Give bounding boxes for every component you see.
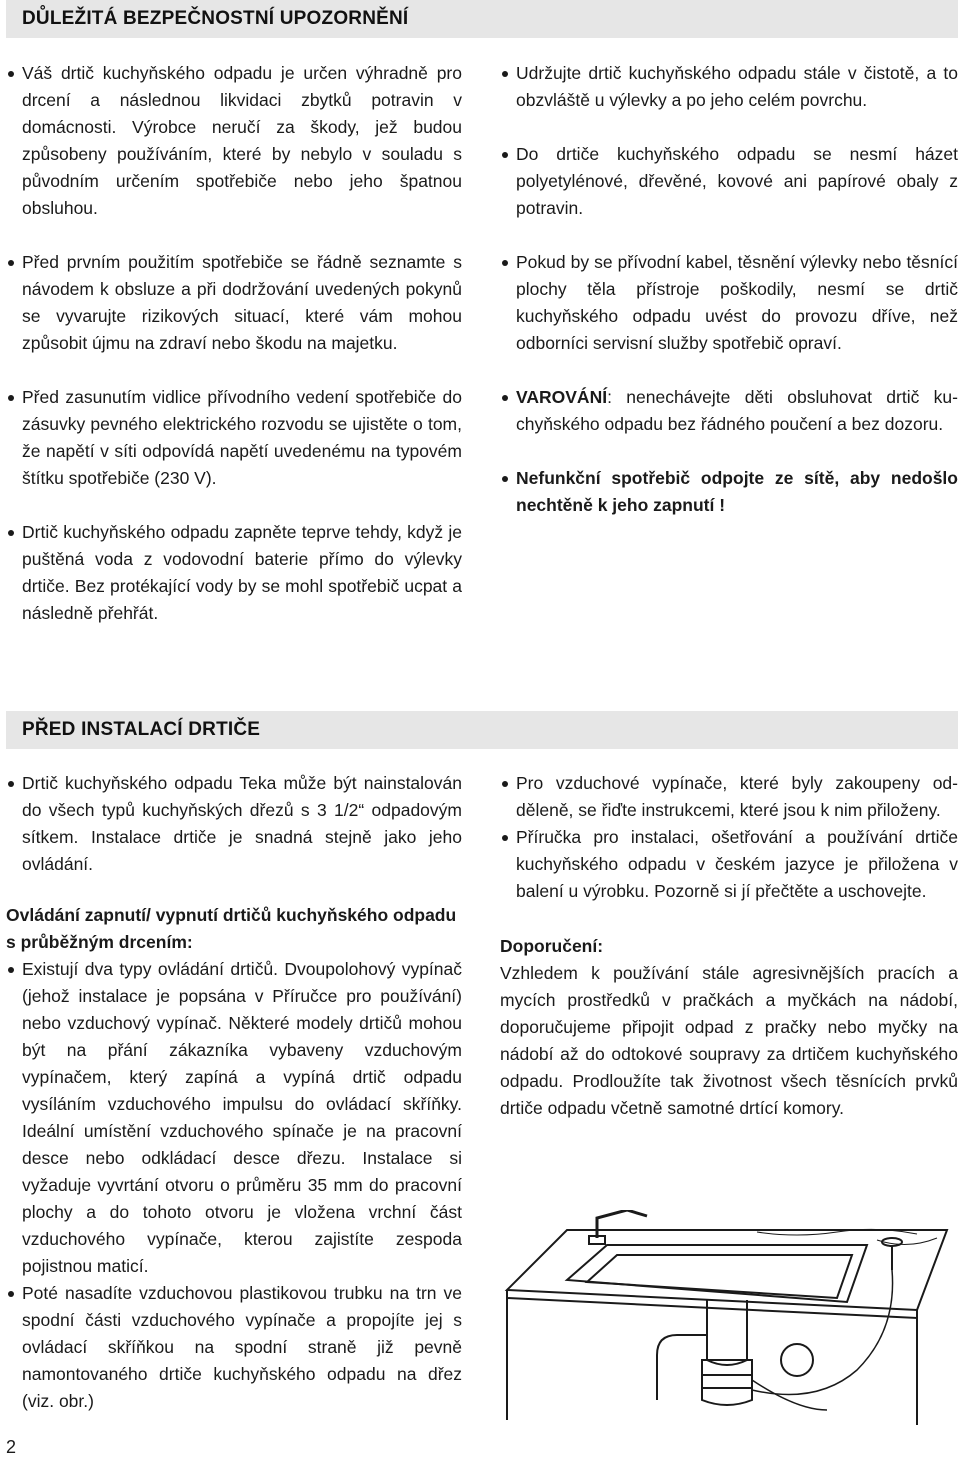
recommendation-heading: Doporučení: xyxy=(500,936,604,956)
installation-right-column xyxy=(500,770,958,1122)
list-item: Do drtiče kuchyňského odpadu se nesmí házet polyetylénové, dřevěné, kovové ani papírové obaly z potravin. xyxy=(500,141,958,222)
warning-item xyxy=(500,384,958,438)
section-header-safety xyxy=(6,0,958,38)
list-item: Před prvním použitím spotřebiče se řádně seznamte s návodem k obsluze a při dodržování uvedených pokynů se vyvarujte rizikových situací, které vám mohou způsobit újmu na zdraví nebo škodu na majetku. xyxy=(6,249,462,357)
unplug-warning: Nefunkční spotřebič odpojte ze sítě, aby nedošlo nechtěně k jeho zapnutí ! xyxy=(500,465,958,519)
section-title: DŮLEŽITÁ BEZPEČNOSTNÍ UPOZORNĚNÍ xyxy=(22,8,409,29)
switch-control-heading: Ovládání zapnutí/ vypnutí drtičů kuchyňského odpadu s průběžným drcením: xyxy=(6,905,457,952)
list-item: Před zasunutím vidlice přívodního vedení spotřebiče do zásuvky pevného elektrického rozvodu se ujistěte o tom, že napětí v síti odpovídá napětí uvedenému na typovém štítku spotřebiče (230 V). xyxy=(6,384,462,492)
list-item: Pro vzduchové vypínače, které byly zakoupeny odděleně, se řiďte instrukcemi, které jsou k nim přiloženy. xyxy=(500,770,958,824)
list-item: Drtič kuchyňského odpadu Teka může být nainstalován do všech typů kuchyňských dřezů s 3 1/2“ odpadovým sítkem. Instalace drtiče je snadná stejně jako jeho ovládání. xyxy=(6,770,462,878)
list-item: Udržujte drtič kuchyňského odpadu stále v čistotě, a to obzvláště u výlevky a po jeho celém povrchu. xyxy=(500,60,958,114)
list-item: Existují dva typy ovládání drtičů. Dvoupolohový vypínač (jehož instalace je popsána v Příručce pro používání) nebo vzduchový vypínač. Některé modely drtičů mohou být na přání zákazníka vybaveny vzduchovým vypínačem, který zapíná a vypíná drtič odpadu vysíláním vzduchového impulsu do ovládací skříňky. Ideální umístění vzduchového spínače je na pracovní desce nebo odkládací desce dřezu. Instalace si vyžaduje vyvrtání otvoru o průměru 35 mm do pracovní plochy a do tohoto otvoru je vložena vrchní část vzduchového vypínače, kterou zajistíte zespoda pojistnou maticí. xyxy=(6,956,462,1280)
sink-installation-illustration xyxy=(497,1210,959,1425)
page-number: 2 xyxy=(6,1437,17,1457)
list-item: Váš drtič kuchyňského odpadu je určen výhradně pro drcení a následnou likvidaci zbytků potravin v domácnosti. Výrobce neručí za škody, jež budou způsobeny používáním, které by nebylo v souladu s původním určením spotřebiče nebo jeho špatnou obsluhou. xyxy=(6,60,462,222)
warning-label: VAROVÁNÍ xyxy=(516,387,608,407)
section-title: PŘED INSTALACÍ DRTIČE xyxy=(22,719,261,740)
safety-right-column xyxy=(500,60,958,519)
recommendation-text: Vzhledem k používání stále agresivnějších pracích a mycích prostředků v pračkách a myčkách na nádobí, doporučujeme připojit odpad z pračky nebo myčky na nádobí až do odtokové soupravy za drtičem kuchyňského odpadu. Prodloužíte tak životnost všech těsnících prvků drtiče odpadu včetně samotné drtící komory. xyxy=(500,963,958,1118)
list-item: Poté nasadíte vzduchovou plastikovou trubku na trn ve spodní části vzduchového vypínače a propojíte jej s ovládací skříňkou na spodní straně již pevně namontovaného drtiče kuchyňského odpadu na dřez (viz. obr.) xyxy=(6,1280,462,1415)
list-item: Pokud by se přívodní kabel, těsnění výlevky nebo těsnící plochy těla přístroje poškodily, nesmí se drtič kuchyňského odpadu uvést do provozu dříve, než odborníci servisní služby spotřebič opraví. xyxy=(500,249,958,357)
warning-text: : nenechávejte děti obsluhovat drtič kuchyňského odpadu bez řádného poučení a bez dozoru. xyxy=(516,387,958,434)
safety-left-column xyxy=(6,60,462,627)
section-header-installation xyxy=(6,711,958,749)
list-item: Drtič kuchyňského odpadu zapněte teprve tehdy, když je puštěná voda z vodovodní baterie přímo do výlevky drtiče. Bez protékající vody by se mohl spotřebič ucpat a následně přehřát. xyxy=(6,519,462,627)
list-item: Příručka pro instalaci, ošetřování a používání drtiče kuchyňského odpadu v českém jazyce je přiložena v balení u výrobku. Pozorně si jí přečtěte a uschovejte. xyxy=(500,824,958,905)
installation-left-column xyxy=(6,770,462,1415)
